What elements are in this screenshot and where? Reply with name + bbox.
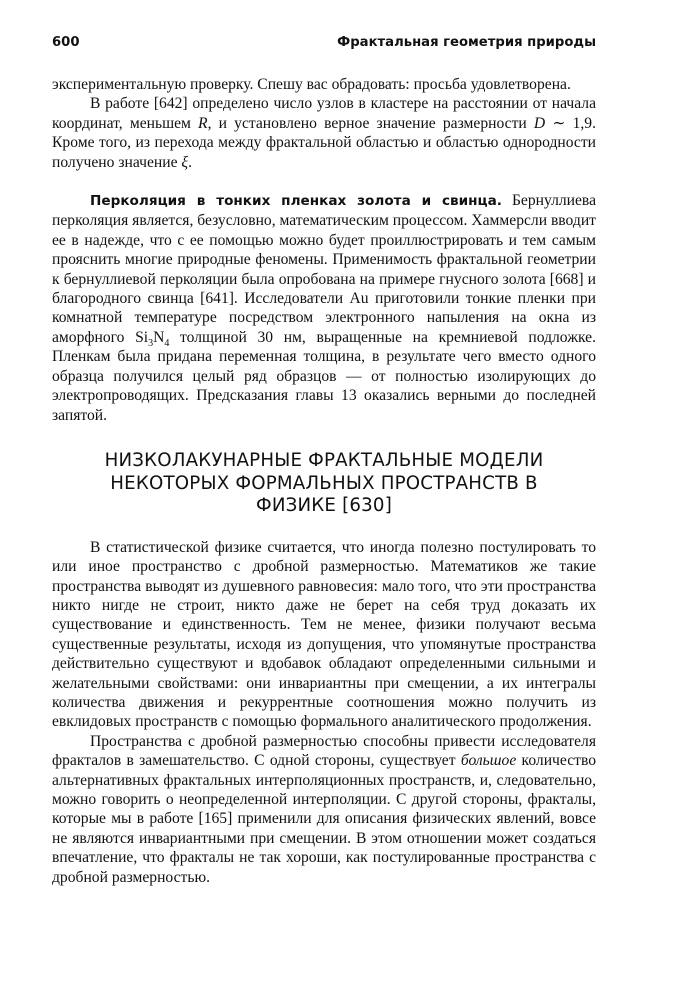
text-run: .: [188, 153, 192, 171]
paragraph-percolation-films: [52, 191, 596, 425]
running-header: [52, 35, 596, 50]
text-run: , и установлено верное значение размерности: [207, 114, 534, 132]
section-heading-line: НЕКОТОРЫХ ФОРМАЛЬНЫХ ПРОСТРАНСТВ В: [110, 472, 538, 494]
section-heading-line: НИЗКОЛАКУНАРНЫЕ ФРАКТАЛЬНЫЕ МОДЕЛИ: [104, 449, 544, 471]
paragraph-interpolation: [52, 732, 596, 887]
math-symbol-d: D: [533, 114, 546, 132]
paragraph-cluster-result: [52, 94, 596, 172]
run-in-heading: Перколяция в тонких пленках золота и свинца.: [90, 193, 502, 210]
section-heading-line: ФИЗИКЕ [630]: [255, 495, 393, 517]
math-symbol-r: R: [198, 114, 208, 132]
section-heading: [52, 450, 596, 518]
paragraph-continuation: экспериментальную проверку. Спешу вас обрадовать: просьба удовлетворена.: [52, 76, 571, 93]
paragraph-fractional-spaces: В статистической физике считается, что иногда полезно постулировать то или иное пространство с дробной размерностью. Математиков же такие пространства выводят из душевного равновесия: мало того, что эти пространства никто нигде не строит, никто даже не берет на себя труд доказать их существование и единственность. Тем не менее, физики получают весьма существенные результаты, исходя из допущения, что упомянутые пространства действительно существуют и вдобавок обладают определенными сильными и желательными свойствами: они инвариантны при смещении, а их интегралы количества движения и рекуррентные соотношения можно получить из евклидовых пространств с помощью формального аналитического продолжения.: [52, 538, 596, 731]
emphasis: большое: [460, 752, 517, 770]
text-run: В работе [642] определено число узлов в кластере на расстоянии от начала координат, меньшем: [52, 95, 596, 132]
page-body: [52, 75, 596, 887]
text-run: N: [153, 328, 165, 346]
math-symbol-xi: ξ: [181, 153, 189, 171]
text-run: количество альтернативных фрактальных интерполяционных пространств, и, следовательно, можно говорить о неопределенной интерполяции. С другой стороны, фракталы, которые мы в работе [165] применили для описания физических явлений, вовсе не являются инвариантными при смещении. В этом отношении может создаться впечатление, что фракталы не так хороши, как постулированные пространства с дробной размерностью.: [52, 752, 596, 886]
running-title: Фрактальная геометрия природы: [337, 35, 596, 50]
subscript: 3: [148, 337, 154, 349]
text-run: ∼ 1,9. Кроме того, из перехода между фрактальной областью и областью однородности получено значение: [52, 114, 596, 171]
text-run: Бернуллиева перколяция является, безусловно, математическим процессом. Хаммерсли вводит ее в надежде, что с ее помощью можно будет проиллюстрировать и тем самым прояснить многие природные феномены. Применимость фрактальной геометрии к бернуллиевой перколяции была опробована на примере гнусного золота [668] и благородного свинца [641]. Исследователи Au приготовили тонкие пленки при комнатной температуре посредством электронного напыления на окна из аморфного Si: [52, 192, 597, 346]
text-run: толщиной 30 нм, выращенные на кремниевой подложке. Пленкам была придана переменная толщина, в результате чего вместо одного образца получился целый ряд образцов — от полностью изолирующих до электропроводящих. Предсказания главы 13 оказались верными до последней запятой.: [52, 328, 596, 424]
page-number: 600: [52, 35, 80, 50]
text-run: Пространства с дробной размерностью способны привести исследователя фракталов в замешательство. С одной стороны, существует: [52, 732, 596, 770]
subscript: 4: [164, 337, 170, 349]
